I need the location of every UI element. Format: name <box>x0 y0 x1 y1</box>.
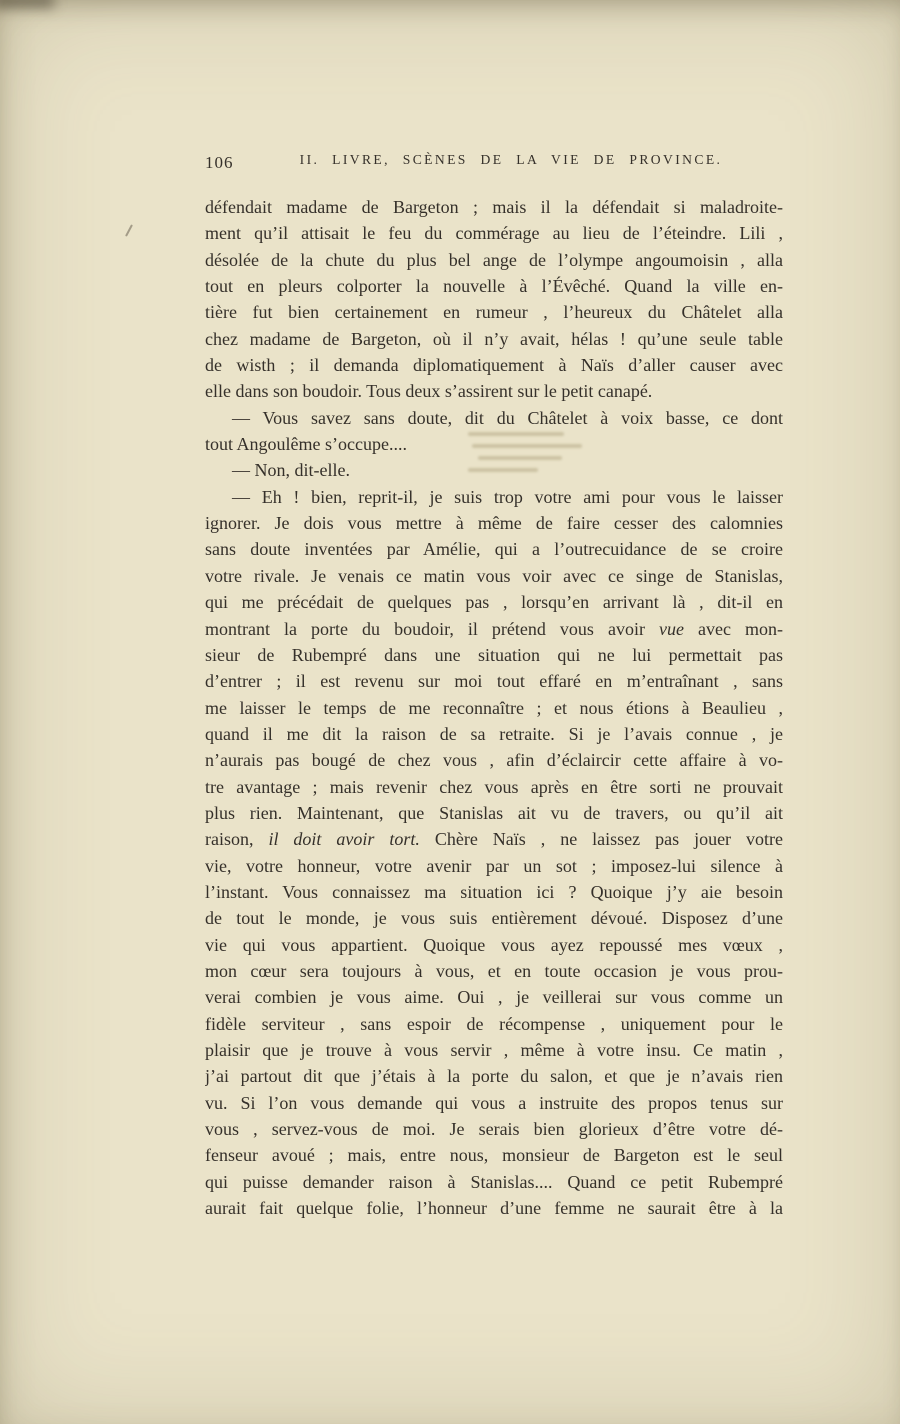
text-line: qui puisse demander raison à Stanislas.... Quand ce petit Rubempré <box>205 1171 783 1192</box>
text-line: vu. Si l’on vous demande qui vous a instruite des propos tenus sur <box>205 1092 783 1113</box>
text-line: tout Angoulême s’occupe.... <box>205 434 407 455</box>
text-line: — Eh ! bien, reprit-il, je suis trop votre ami pour vous le laisser <box>232 486 783 507</box>
text-line: vie qui vous appartient. Quoique vous ayez repoussé mes vœux , <box>205 934 783 955</box>
paragraph <box>205 484 783 1222</box>
scan-corner-shade <box>0 0 54 8</box>
text-line: montrant la porte du boudoir, il prétend vous avoir vue avec mon- <box>205 618 783 639</box>
text-line: fidèle serviteur , sans espoir de récompense , uniquement pour le <box>205 1013 783 1034</box>
text-line: tout en pleurs colporter la nouvelle à l’Évêché. Quand la ville en- <box>205 276 783 297</box>
text-line: me laisser le temps de me reconnaître ; et nous étions à Beaulieu , <box>205 697 783 718</box>
paragraph <box>205 194 783 405</box>
text-line: quand il me dit la raison de sa retraite. Si je l’avais connue , je <box>205 723 783 744</box>
text-line: ignorer. Je dois vous mettre à même de faire cesser des calomnies <box>205 513 783 534</box>
italic-run: il doit avoir tort. <box>268 829 420 850</box>
text-line: vous , servez-vous de moi. Je serais bien glorieux d’être votre dé- <box>205 1119 783 1140</box>
text-line: aurait fait quelque folie, l’honneur d’une femme ne saurait être à la <box>205 1198 783 1219</box>
text-line: défendait madame de Bargeton ; mais il la défendait si maladroite- <box>205 197 783 217</box>
text-line: — Vous savez sans doute, dit du Châtelet à voix basse, ce dont <box>232 407 783 428</box>
scan-speck <box>125 224 133 236</box>
text-line: sans doute inventées par Amélie, qui a l’outrecuidance de se croire <box>205 539 783 560</box>
text-line: j’ai partout dit que j’étais à la porte du salon, et que je n’avais rien <box>205 1066 783 1087</box>
text-line: de tout le monde, je vous suis entièrement dévoué. Disposez d’une <box>205 908 783 929</box>
text-line: tière fut bien certainement en rumeur , l’heureux du Châtelet alla <box>205 302 783 323</box>
text-line: verai combien je vous aime. Oui , je veillerai sur vous comme un <box>205 987 783 1008</box>
text-line: sieur de Rubempré dans une situation qui ne lui permettait pas <box>205 644 783 665</box>
page-header <box>205 152 783 178</box>
text-line: désolée de la chute du plus bel ange de l’olympe angoumoisin , alla <box>205 249 783 270</box>
text-block <box>205 194 783 1221</box>
italic-run: vue <box>658 618 684 639</box>
paragraph <box>205 457 783 483</box>
text-line: l’instant. Vous connaissez ma situation ici ? Quoique j’y aie besoin <box>205 881 783 902</box>
text-line: plus rien. Maintenant, que Stanislas ait vu de travers, ou qu’il ait <box>205 802 783 823</box>
text-line: ment qu’il attisait le feu du commérage au lieu de l’éteindre. Lili , <box>205 223 783 244</box>
text-line: qui me précédait de quelques pas , lorsqu’en arrivant là , dit-il en <box>205 592 783 613</box>
page-number: 106 <box>205 153 234 172</box>
text-column <box>205 152 783 1221</box>
text-line: votre rivale. Je venais ce matin vous voir avec ce singe de Stanislas, <box>205 565 783 586</box>
text-line: d’entrer ; il est revenu sur moi tout effaré en m’entraînant , sans <box>205 671 783 692</box>
paragraph <box>205 405 783 458</box>
text-line: vie, votre honneur, votre avenir par un sot ; imposez-lui silence à <box>205 855 783 876</box>
text-line: fenseur avoué ; mais, entre nous, monsieur de Bargeton est le seul <box>205 1145 783 1166</box>
text-line: plaisir que je trouve à vous servir , même à votre insu. Ce matin , <box>205 1040 783 1060</box>
text-line: chez madame de Bargeton, où il n’y avait, hélas ! qu’une seule table <box>205 328 783 349</box>
text-line: tre avantage ; mais revenir chez vous après en être sorti ne prouvait <box>205 776 783 797</box>
text-line: de wisth ; il demanda diplomatiquement à Naïs d’aller causer avec <box>205 355 783 376</box>
text-line: n’aurais pas bougé de chez vous , afin d’éclaircir cette affaire à vo- <box>205 750 783 771</box>
running-title: II. LIVRE, SCÈNES DE LA VIE DE PROVINCE. <box>299 152 723 167</box>
text-line: mon cœur sera toujours à vous, et en toute occasion je vous prou- <box>205 960 783 981</box>
text-line: elle dans son boudoir. Tous deux s’assirent sur le petit canapé. <box>205 381 653 402</box>
text-line: raison, il doit avoir tort. Chère Naïs , ne laissez pas jouer votre <box>205 829 783 850</box>
text-line: — Non, dit-elle. <box>232 460 350 481</box>
